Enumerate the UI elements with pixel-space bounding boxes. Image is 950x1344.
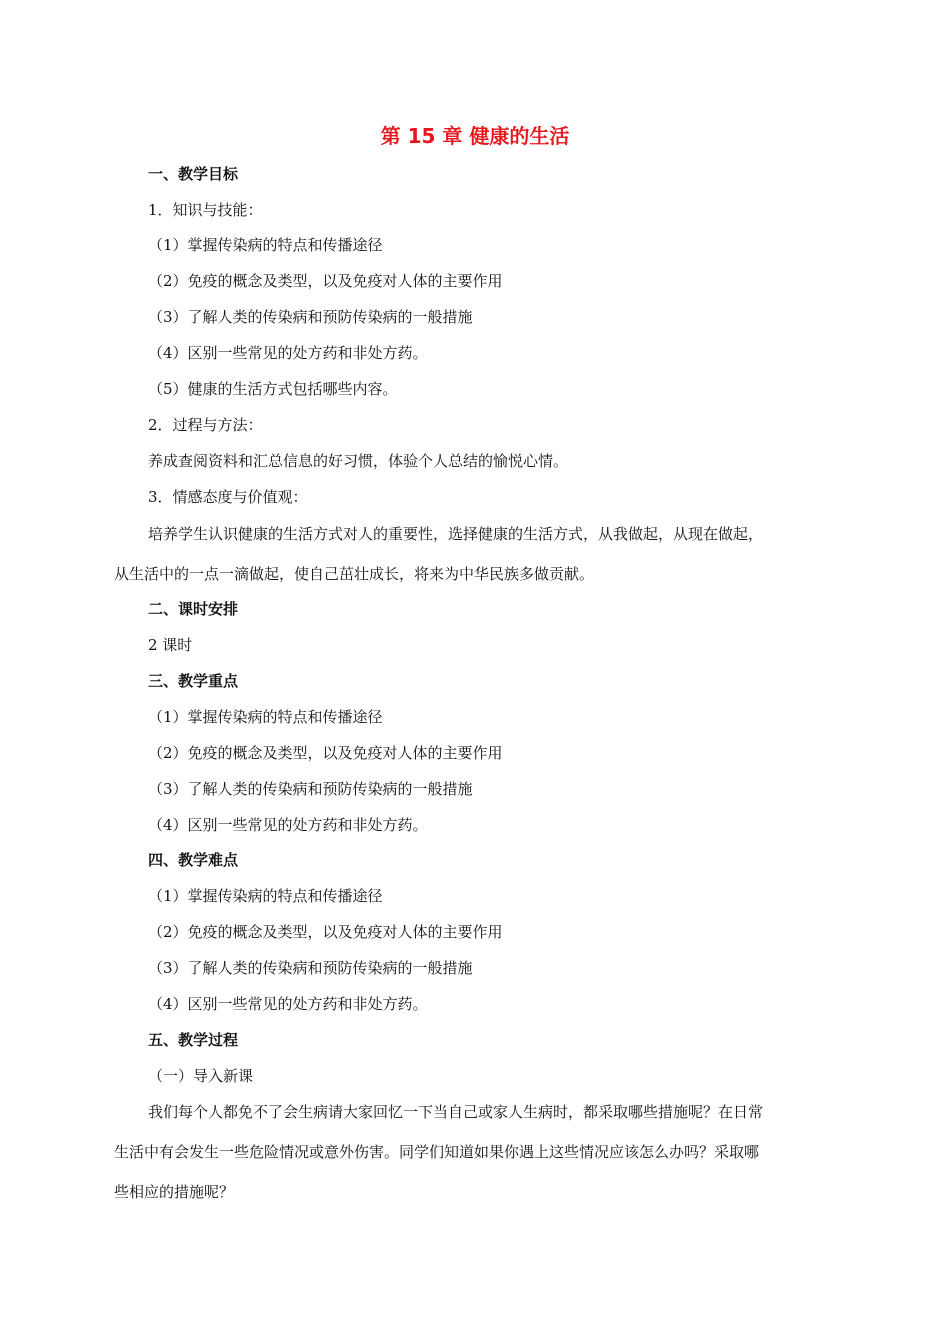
text-line: （4）区别一些常见的处方药和非处方药。 (148, 995, 428, 1013)
subheading-knowledge-skills: 1．知识与技能： (148, 201, 263, 219)
paragraph-line: 我们每个人都免不了会生病请大家回忆一下当自己或家人生病时，都采取哪些措施呢？在日常 (148, 1103, 764, 1121)
text-line: （5）健康的生活方式包括哪些内容。 (148, 380, 398, 398)
section-heading-objectives: 一、教学目标 (148, 165, 239, 183)
text-line: （2）免疫的概念及类型，以及免疫对人体的主要作用 (148, 744, 503, 762)
section-heading-schedule: 二、课时安排 (148, 600, 239, 618)
text-line: （3）了解人类的传染病和预防传染病的一般措施 (148, 959, 473, 977)
paragraph-line: 培养学生认识健康的生活方式对人的重要性，选择健康的生活方式，从我做起，从现在做起， (148, 525, 764, 543)
paragraph-line: 些相应的措施呢？ (114, 1183, 235, 1201)
subheading-introduction: （一）导入新课 (148, 1067, 254, 1085)
text-line: （3）了解人类的传染病和预防传染病的一般措施 (148, 308, 473, 326)
text-line: （1）掌握传染病的特点和传播途径 (148, 708, 383, 726)
subheading-process-methods: 2．过程与方法： (148, 416, 263, 434)
section-heading-key-points: 三、教学重点 (148, 672, 239, 690)
text-line: （3）了解人类的传染病和预防传染病的一般措施 (148, 780, 473, 798)
paragraph-line: 从生活中的一点一滴做起，使自己茁壮成长，将来为中华民族多做贡献。 (114, 565, 595, 583)
subheading-attitudes-values: 3．情感态度与价值观： (148, 488, 308, 506)
paragraph-line: 生活中有会发生一些危险情况或意外伤害。同学们知道如果你遇上这些情况应该怎么办吗？采取哪 (114, 1143, 760, 1161)
text-line: 养成查阅资料和汇总信息的好习惯，体验个人总结的愉悦心情。 (148, 452, 569, 470)
text-line: （4）区别一些常见的处方药和非处方药。 (148, 344, 428, 362)
text-line: （2）免疫的概念及类型，以及免疫对人体的主要作用 (148, 272, 503, 290)
page-title: 第 15 章 健康的生活 (380, 124, 570, 148)
text-line: 2 课时 (148, 636, 193, 654)
text-line: （2）免疫的概念及类型，以及免疫对人体的主要作用 (148, 923, 503, 941)
section-heading-process: 五、教学过程 (148, 1031, 239, 1049)
section-heading-difficulties: 四、教学难点 (148, 851, 239, 869)
text-line: （4）区别一些常见的处方药和非处方药。 (148, 816, 428, 834)
text-line: （1）掌握传染病的特点和传播途径 (148, 236, 383, 254)
text-line: （1）掌握传染病的特点和传播途径 (148, 887, 383, 905)
